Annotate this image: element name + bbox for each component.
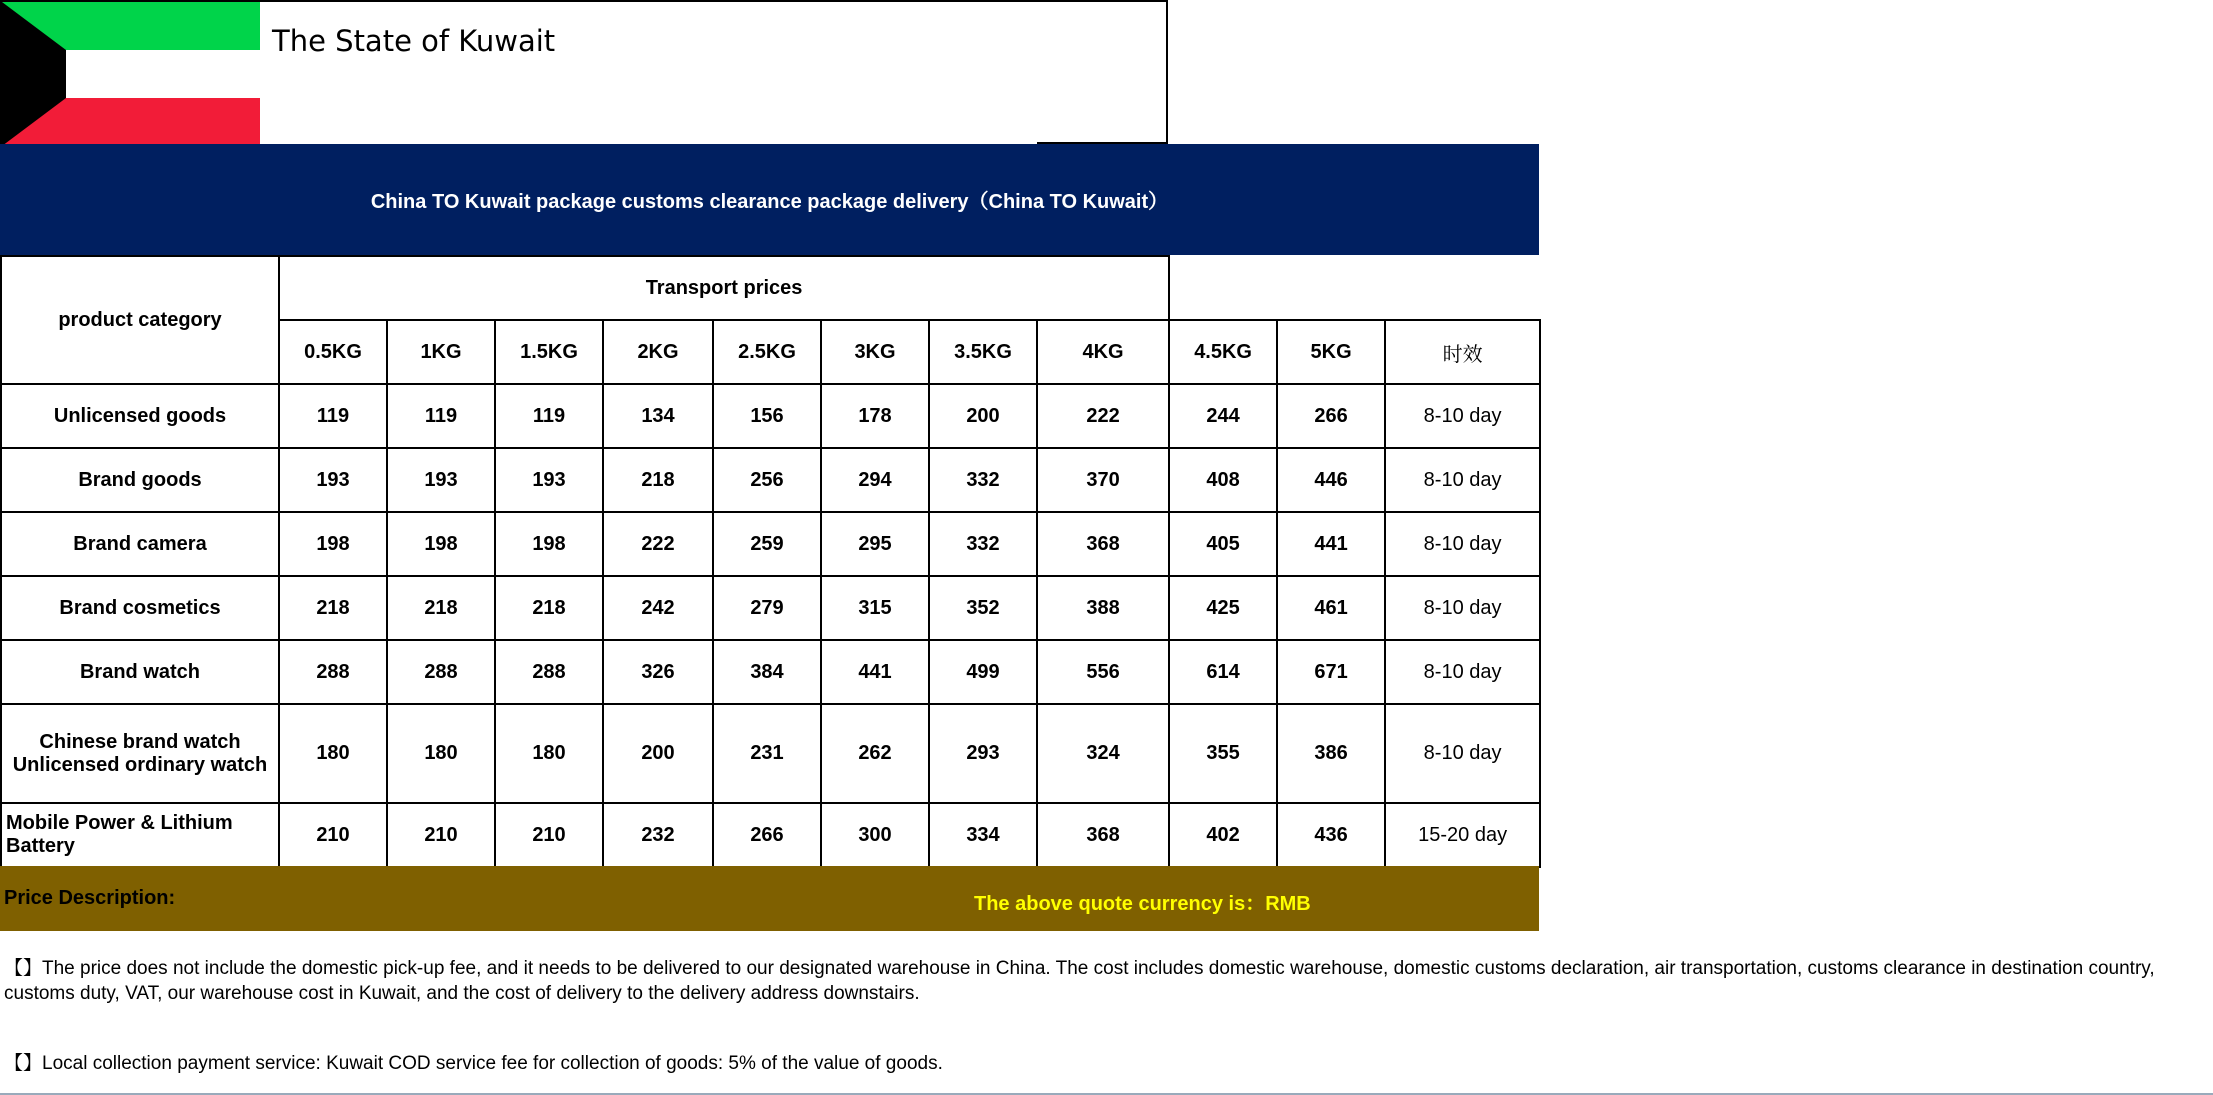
weight-header-cell: 2KG — [603, 320, 713, 384]
price-cell: 200 — [603, 704, 713, 803]
price-cell: 256 — [713, 448, 821, 512]
weight-header-cell: 1.5KG — [495, 320, 603, 384]
price-cell: 461 — [1277, 576, 1385, 640]
price-cell: 198 — [279, 512, 387, 576]
category-name-line2: Unlicensed ordinary watch — [12, 753, 268, 776]
price-description-bar — [0, 866, 1539, 931]
price-table — [0, 255, 1541, 868]
price-cell: 222 — [1037, 384, 1169, 448]
price-cell: 288 — [279, 640, 387, 704]
weight-header-cell: 4.5KG — [1169, 320, 1277, 384]
empty-header-cell — [1169, 256, 1540, 320]
price-cell: 326 — [603, 640, 713, 704]
price-cell: 242 — [603, 576, 713, 640]
price-cell: 193 — [387, 448, 495, 512]
price-cell: 259 — [713, 512, 821, 576]
price-cell: 218 — [387, 576, 495, 640]
price-cell: 180 — [387, 704, 495, 803]
price-cell: 441 — [821, 640, 929, 704]
price-cell: 119 — [495, 384, 603, 448]
page-title: The State of Kuwait — [272, 24, 556, 58]
table-row — [1, 512, 1540, 576]
price-cell: 402 — [1169, 803, 1277, 867]
price-cell: 425 — [1169, 576, 1277, 640]
category-cell — [1, 576, 279, 640]
note-pricing: 【】The price does not include the domestic pick-up fee, and it needs to be delivered to our designated warehouse in China. The cost includes domestic warehouse, domestic customs declaration, air transportation, customs clearance in destination country, customs duty, VAT, our warehouse cost in Kuwait, and the cost of delivery to the delivery address downstairs. — [4, 958, 2155, 1004]
delivery-time-cell: 8-10 day — [1385, 384, 1540, 448]
price-cell: 368 — [1037, 512, 1169, 576]
category-cell — [1, 512, 279, 576]
price-cell: 294 — [821, 448, 929, 512]
weight-header-cell: 3.5KG — [929, 320, 1037, 384]
category-name: Brand watch — [79, 660, 201, 683]
price-cell: 370 — [1037, 448, 1169, 512]
price-cell: 210 — [279, 803, 387, 867]
route-banner: China TO Kuwait package customs clearance package delivery（China TO Kuwait） — [0, 144, 1539, 255]
price-cell: 178 — [821, 384, 929, 448]
price-cell: 386 — [1277, 704, 1385, 803]
weight-header-cell: 1KG — [387, 320, 495, 384]
price-cell: 388 — [1037, 576, 1169, 640]
price-cell: 671 — [1277, 640, 1385, 704]
price-cell: 332 — [929, 512, 1037, 576]
weight-header-cell: 5KG — [1277, 320, 1385, 384]
price-cell: 332 — [929, 448, 1037, 512]
price-cell: 355 — [1169, 704, 1277, 803]
price-cell: 200 — [929, 384, 1037, 448]
price-cell: 352 — [929, 576, 1037, 640]
price-cell: 232 — [603, 803, 713, 867]
price-cell: 193 — [495, 448, 603, 512]
price-cell: 210 — [495, 803, 603, 867]
price-cell: 156 — [713, 384, 821, 448]
header-box — [0, 0, 1168, 144]
delivery-time-cell: 8-10 day — [1385, 640, 1540, 704]
price-cell: 119 — [279, 384, 387, 448]
table-row — [1, 803, 1540, 867]
price-cell: 300 — [821, 803, 929, 867]
category-cell — [1, 640, 279, 704]
category-name: Brand cosmetics — [59, 596, 221, 619]
price-cell: 368 — [1037, 803, 1169, 867]
price-cell: 384 — [713, 640, 821, 704]
price-cell: 198 — [387, 512, 495, 576]
weight-header-cell: 0.5KG — [279, 320, 387, 384]
table-row — [1, 576, 1540, 640]
price-cell: 218 — [279, 576, 387, 640]
category-name: Chinese brand watch — [39, 730, 241, 753]
category-name: Brand camera — [73, 532, 207, 555]
table-row — [1, 704, 1540, 803]
price-cell: 499 — [929, 640, 1037, 704]
price-cell: 315 — [821, 576, 929, 640]
transport-prices-header: Transport prices — [279, 256, 1169, 320]
price-cell: 218 — [603, 448, 713, 512]
price-cell: 134 — [603, 384, 713, 448]
currency-note: The above quote currency is：RMB — [974, 893, 1311, 915]
category-cell — [1, 704, 279, 803]
price-cell: 210 — [387, 803, 495, 867]
price-cell: 266 — [1277, 384, 1385, 448]
price-cell: 614 — [1169, 640, 1277, 704]
price-cell: 231 — [713, 704, 821, 803]
delivery-time-cell: 8-10 day — [1385, 448, 1540, 512]
category-name: Mobile Power & Lithium — [6, 812, 233, 834]
delivery-time-cell: 8-10 day — [1385, 512, 1540, 576]
price-cell: 244 — [1169, 384, 1277, 448]
delivery-time-header: 时效 — [1385, 320, 1540, 384]
delivery-time-cell: 15-20 day — [1385, 803, 1540, 867]
price-cell: 218 — [495, 576, 603, 640]
delivery-time-cell: 8-10 day — [1385, 576, 1540, 640]
price-cell: 119 — [387, 384, 495, 448]
price-cell: 441 — [1277, 512, 1385, 576]
price-cell: 262 — [821, 704, 929, 803]
price-cell: 293 — [929, 704, 1037, 803]
category-header: product category — [1, 256, 279, 384]
table-row — [1, 384, 1540, 448]
price-cell: 193 — [279, 448, 387, 512]
price-cell: 295 — [821, 512, 929, 576]
category-cell — [1, 803, 279, 867]
price-cell: 405 — [1169, 512, 1277, 576]
price-cell: 180 — [279, 704, 387, 803]
category-name-line2: Battery — [6, 835, 75, 857]
price-cell: 222 — [603, 512, 713, 576]
price-description-label: Price Description: — [4, 887, 176, 909]
price-cell: 266 — [713, 803, 821, 867]
weight-header-cell: 4KG — [1037, 320, 1169, 384]
note-cod: 【】Local collection payment service: Kuwait COD service fee for collection of goods: 5% of the value of goods. — [4, 1053, 943, 1074]
price-cell: 180 — [495, 704, 603, 803]
price-cell: 556 — [1037, 640, 1169, 704]
table-row — [1, 448, 1540, 512]
price-cell: 288 — [387, 640, 495, 704]
price-cell: 288 — [495, 640, 603, 704]
category-name: Unlicensed goods — [53, 404, 227, 427]
weight-header-cell: 2.5KG — [713, 320, 821, 384]
price-cell: 198 — [495, 512, 603, 576]
category-cell — [1, 448, 279, 512]
table-row — [1, 640, 1540, 704]
category-name: Brand goods — [78, 468, 202, 491]
price-cell: 446 — [1277, 448, 1385, 512]
price-cell: 408 — [1169, 448, 1277, 512]
price-cell: 324 — [1037, 704, 1169, 803]
category-cell — [1, 384, 279, 448]
price-cell: 279 — [713, 576, 821, 640]
weight-header-cell: 3KG — [821, 320, 929, 384]
delivery-time-cell: 8-10 day — [1385, 704, 1540, 803]
price-cell: 436 — [1277, 803, 1385, 867]
price-cell: 334 — [929, 803, 1037, 867]
kuwait-flag-icon — [2, 2, 260, 146]
